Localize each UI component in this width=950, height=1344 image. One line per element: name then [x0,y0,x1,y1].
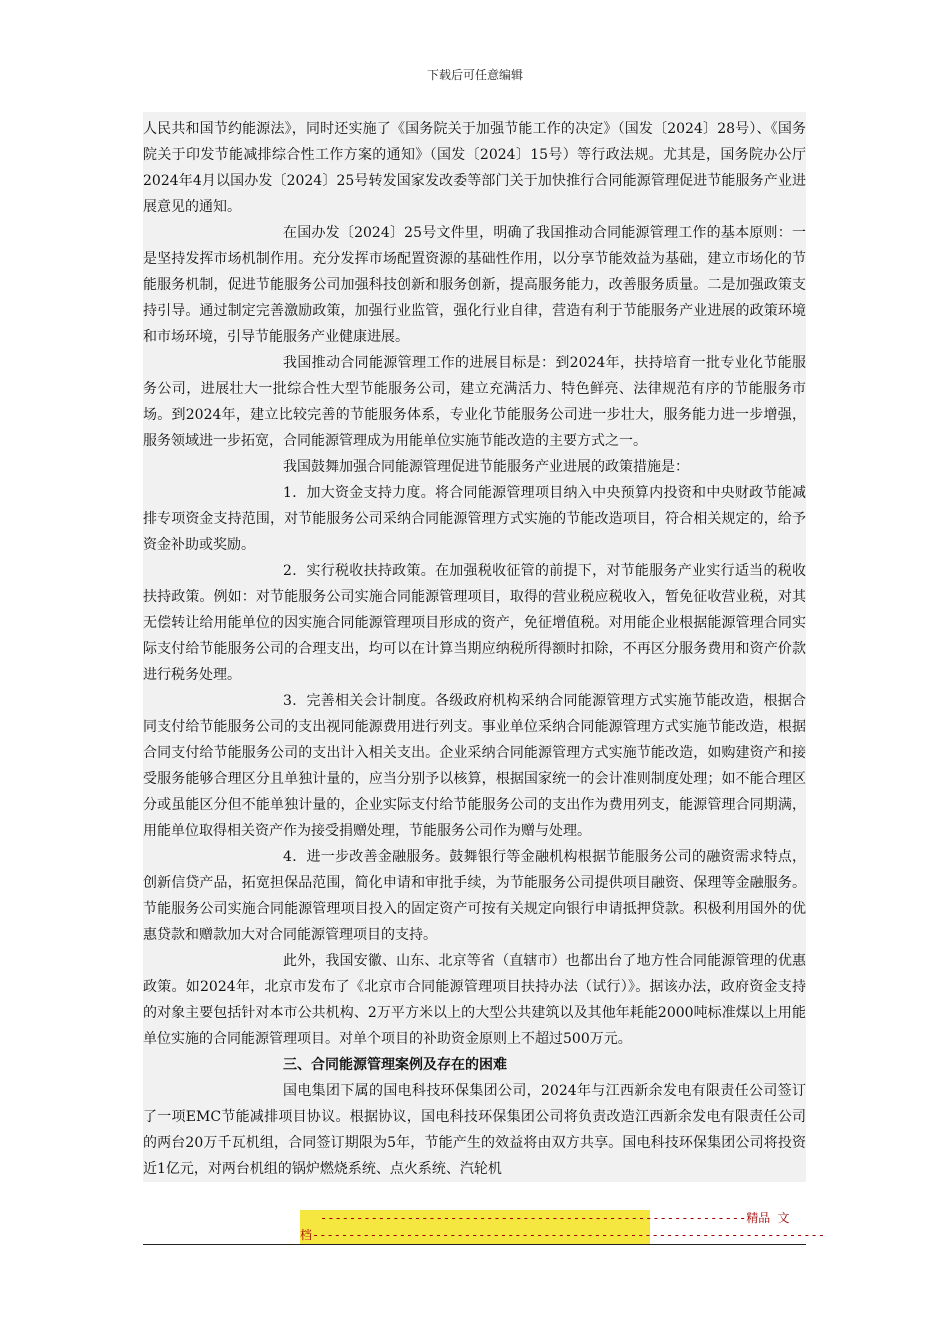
list-item: 1．加大资金支持力度。将合同能源管理项目纳入中央预算内投资和中央财政节能减排专项资金支持范围，对节能服务公司采纳合同能源管理方式实施的节能改造项目，符合相关规定的，给予资金补助或奖励。 [143,485,806,553]
paragraph: 在国办发〔2024〕25号文件里，明确了我国推动合同能源管理工作的基本原则：一是坚持发挥市场机制作用。充分发挥市场配置资源的基础性作用，以分享节能效益为基础，建立市场化的节能服务机制，促进节能服务公司加强科技创新和服务创新，提高服务能力，改善服务质量。二是加强政策支持引导。通过制定完善激励政策，加强行业监管，强化行业自律，营造有利于节能服务产业进展的政策环境和市场环境，引导节能服务产业健康进展。 [143,225,806,345]
footer-divider [143,1244,806,1245]
paragraph: 我国推动合同能源管理工作的进展目标是：到2024年，扶持培育一批专业化节能服务公司，进展壮大一批综合性大型节能服务公司，建立充满活力、特色鲜亮、法律规范有序的节能服务市场。到2024年，建立比较完善的节能服务体系，专业化节能服务公司进一步壮大，服务能力进一步增强，服务领域进一步拓宽，合同能源管理成为用能单位实施节能改造的主要方式之一。 [143,355,806,449]
footer-line: -----------------------------------------------------------精品 文 [320,1211,790,1225]
list-item: 2．实行税收扶持政策。在加强税收征管的前提下，对节能服务产业实行适当的税收扶持政策。例如：对节能服务公司实施合同能源管理项目，取得的营业税应税收入，暂免征收营业税，对其无偿转让给用能单位的因实施合同能源管理项目形成的资产，免征增值税。对用能企业根据能源管理合同实际支付给节能服务公司的合理支出，均可以在计算当期应纳税所得额时扣除，不再区分服务费用和资产价款进行税务处理。 [143,563,806,683]
paragraph: 我国鼓舞加强合同能源管理促进节能服务产业进展的政策措施是： [283,459,689,475]
list-item: 3．完善相关会计制度。各级政府机构采纳合同能源管理方式实施节能改造，根据合同支付给节能服务公司的支出视同能源费用进行列支。事业单位采纳合同能源管理方式实施节能改造，根据合同支付给节能服务公司的支出计入相关支出。企业采纳合同能源管理方式实施节能改造，如购建资产和接受服务能够合理区分且单独计量的，应当分别予以核算，根据国家统一的会计准则制度处理；如不能合理区分或虽能区分但不能单独计量的，企业实际支付给节能服务公司的支出作为费用列支，能源管理合同期满，用能单位取得相关资产作为接受捐赠处理，节能服务公司作为赠与处理。 [143,693,806,839]
section-heading: 三、合同能源管理案例及存在的困难 [283,1057,507,1073]
paragraph: 此外，我国安徽、山东、北京等省（直辖市）也都出台了地方性合同能源管理的优惠政策。如2024年，北京市发布了《北京市合同能源管理项目扶持办法（试行）》。据该办法，政府资金支持的对象主要包括针对本市公共机构、2万平方米以上的大型公共建筑以及其他年耗能2000吨标准煤以上用能单位实施的合同能源管理项目。对单个项目的补助资金原则上不超过500万元。 [143,953,806,1047]
list-item: 4．进一步改善金融服务。鼓舞银行等金融机构根据节能服务公司的融资需求特点，创新信贷产品，拓宽担保品范围，简化申请和审批手续，为节能服务公司提供项目融资、保理等金融服务。节能服务公司实施合同能源管理项目投入的固定资产可按有关规定向银行申请抵押贷款。积极利用国外的优惠贷款和赠款加大对合同能源管理项目的支持。 [143,849,806,943]
paragraph: 人民共和国节约能源法》，同时还实施了《国务院关于加强节能工作的决定》（国发〔2024〕28号）、《国务院关于印发节能减排综合性工作方案的通知》（国发〔2024〕15号）等行政法规。尤其是，国务院办公厅2024年4月以国办发〔2024〕25号转发国家发改委等部门关于加快推行合同能源管理促进节能服务产业进展意见的通知。 [143,121,806,215]
footer-line: 档----------------------------------------------------------------------- [300,1228,825,1242]
footer-banner [300,1210,825,1244]
page-header: 下载后可任意编辑 [426,68,523,82]
paragraph: 国电集团下属的国电科技环保集团公司，2024年与江西新余发电有限责任公司签订了一项EMC节能减排项目协议。根据协议，国电科技环保集团公司将负责改造江西新余发电有限责任公司的两台20万千瓦机组，合同签订期限为5年，节能产生的效益将由双方共享。国电科技环保集团公司将投资近1亿元，对两台机组的锅炉燃烧系统、点火系统、汽轮机 [143,1083,806,1177]
document-body [143,112,806,1182]
